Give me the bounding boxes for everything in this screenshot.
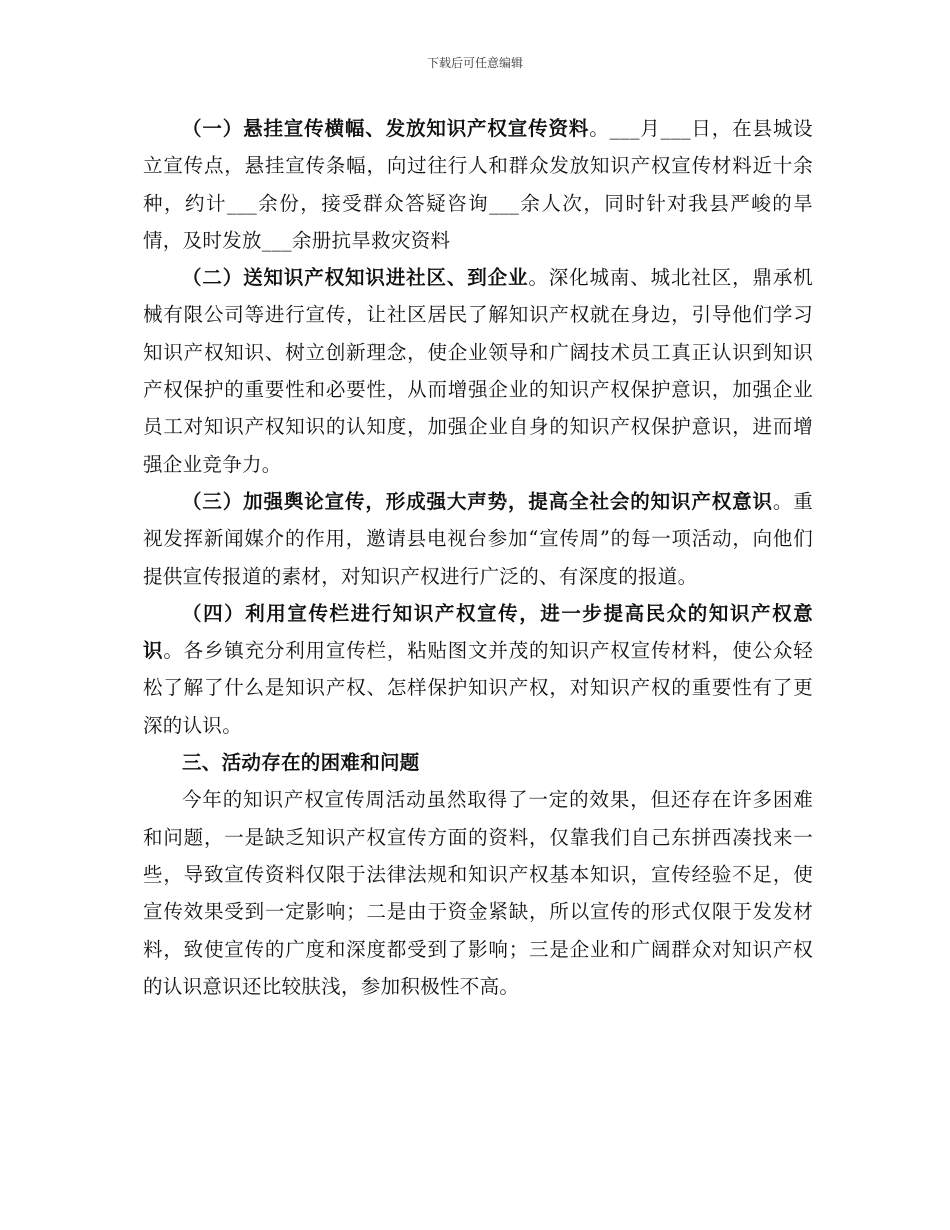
paragraph-4-text: 。各乡镇充分利用宣传栏，粘贴图文并茂的知识产权宣传材料，使公众轻松了解了什么是知识产权、怎样保护知识产权，对知识产权的重要性有了更深的认识。 [143,639,813,737]
paragraph-5: 今年的知识产权宣传周活动虽然取得了一定的效果，但还存在许多困难和问题，一是缺乏知识产权宣传方面的资料，仅靠我们自己东拼西凑找来一些，导致宣传资料仅限于法律法规和知识产权基本知识，宣传经验不足，使宣传效果受到一定影响；二是由于资金紧缺，所以宣传的形式仅限于发发材料，致使宣传的广度和深度都受到了影响；三是企业和广阔群众对知识产权的认识意识还比较肤浅，参加积极性不高。 [143,788,813,998]
section-heading: 三、活动存在的困难和问题 [182,751,420,775]
paragraph-3 [143,483,813,595]
document-body [143,110,813,1005]
paragraph-4 [143,595,813,744]
paragraph-1 [143,110,813,259]
paragraph-3-lead: （三）加强舆论宣传，形成强大声势，提高全社会的知识产权意识 [182,489,773,513]
paragraph-4-lead: （四）利用宣传栏进行知识产权宣传，进一步提高民众的知识产权意识 [143,601,813,663]
paragraph-3-text: 。重视发挥新闻媒介的作用，邀请县电视台参加“宣传周”的每一项活动，向他们提供宣传报道的素材，对知识产权进行广泛的、有深度的报道。 [143,489,814,588]
page-header: 下载后可任意编辑 [426,56,523,70]
paragraph-1-text: 。___月___日，在县城设立宣传点，悬挂宣传条幅，向过往行人和群众发放知识产权宣传材料近十余种，约计___余份，接受群众答疑咨询___余人次，同时针对我县严峻的旱情，及时发放___余册抗旱救灾资料 [143,117,813,252]
paragraph-1-lead: （一）悬挂宣传横幅、发放知识产权宣传资料 [182,117,590,140]
paragraph-2-text: 。深化城南、城北社区，鼎承机械有限公司等进行宣传，让社区居民了解知识产权就在身边，引导他们学习知识产权知识、树立创新理念，使企业领导和广阔技术员工真正认识到知识产权保护的重要性和必要性，从而增强企业的知识产权保护意识，加强企业员工对知识产权知识的认知度，加强企业自身的知识产权保护意识，进而增强企业竞争力。 [143,266,813,476]
paragraph-2 [143,259,813,483]
paragraph-2-lead: （二）送知识产权知识进社区、到企业 [182,266,529,290]
